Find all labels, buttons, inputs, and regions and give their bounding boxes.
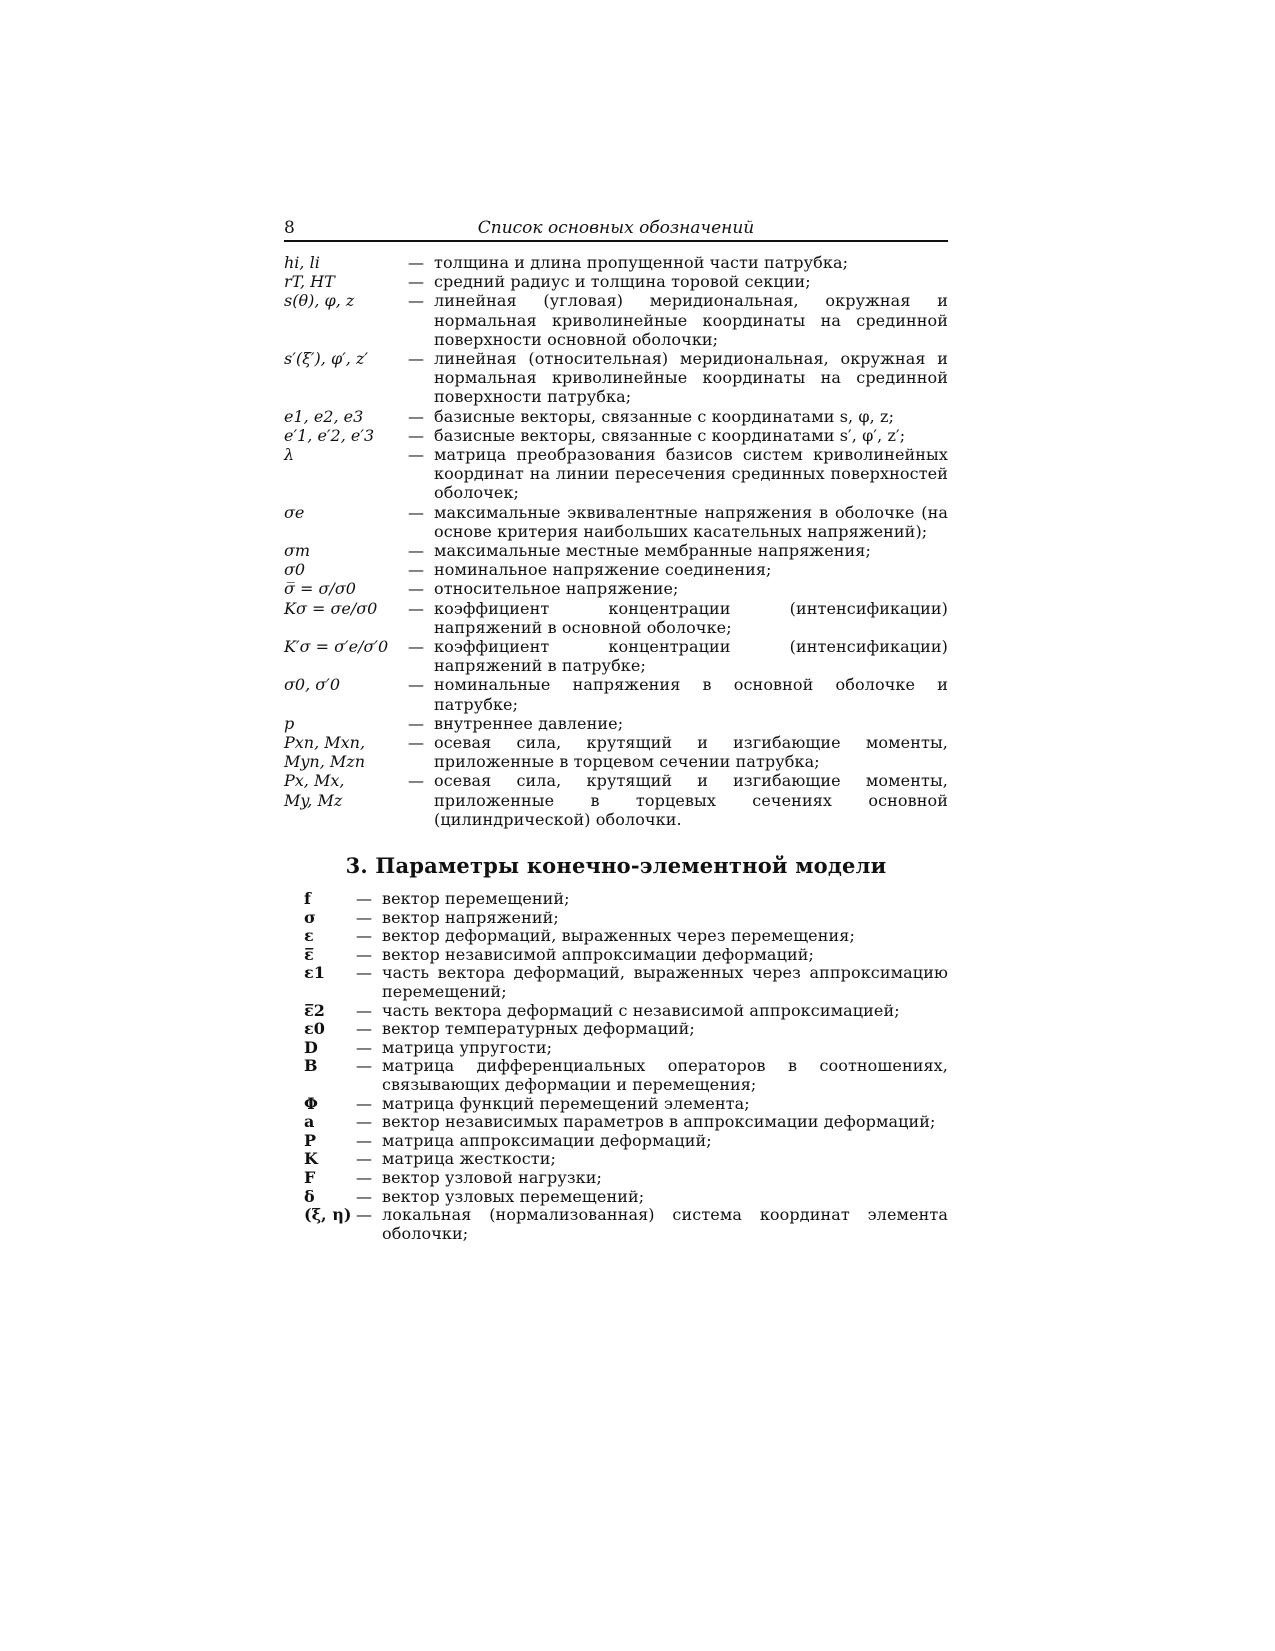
notation-description: матрица функций перемещений элемента; <box>382 1093 750 1113</box>
em-dash: — <box>408 541 424 561</box>
notation-description: часть вектора деформаций с независимой аппроксимацией; <box>382 1000 900 1020</box>
em-dash: — <box>408 349 424 369</box>
em-dash: — <box>356 1205 372 1225</box>
notation-symbol: σ̅ = σ/σ0 <box>284 579 356 599</box>
em-dash: — <box>356 889 372 909</box>
em-dash: — <box>408 713 424 733</box>
notation-description: линейная (относительная) меридиональная, окружная и нормальная криволинейные координаты на срединной поверхности патрубка; <box>434 349 948 407</box>
notation-entry <box>284 890 948 909</box>
notation-list-geometry <box>284 253 948 829</box>
notation-symbol: P <box>304 1130 317 1150</box>
notation-symbol: a <box>304 1112 315 1132</box>
em-dash: — <box>408 406 424 426</box>
notation-entry <box>284 1169 948 1188</box>
em-dash: — <box>356 1168 372 1187</box>
em-dash: — <box>408 272 424 292</box>
notation-description: вектор напряжений; <box>382 907 559 927</box>
notation-description: матрица преобразования базисов систем криволинейных координат на линии пересечения срединных поверхностей оболочек; <box>434 445 948 503</box>
notation-symbol: ε <box>304 926 314 946</box>
notation-entry <box>284 909 948 928</box>
notation-entry <box>284 503 948 541</box>
notation-description: линейная (угловая) меридиональная, окружная и нормальная криволинейные координаты на срединной поверхности основной оболочки; <box>434 291 948 349</box>
notation-description: вектор узловой нагрузки; <box>382 1168 603 1187</box>
notation-description: вектор температурных деформаций; <box>382 1019 695 1039</box>
notation-symbol: Kσ = σe/σ0 <box>284 598 378 618</box>
notation-symbol: σ0 <box>284 560 306 580</box>
em-dash: — <box>408 253 424 272</box>
notation-description: матрица упругости; <box>382 1037 553 1057</box>
section-title: 3. Параметры конечно-элементной модели <box>345 853 887 879</box>
em-dash: — <box>356 1056 372 1076</box>
em-dash: — <box>356 944 372 964</box>
notation-symbol: D <box>304 1037 318 1057</box>
notation-symbol: σe <box>284 502 305 522</box>
em-dash: — <box>356 1130 372 1150</box>
notation-description: внутреннее давление; <box>434 713 624 733</box>
notation-description: вектор деформаций, выраженных через перемещения; <box>382 926 855 946</box>
em-dash: — <box>408 502 424 522</box>
notation-entry <box>284 560 948 579</box>
em-dash: — <box>356 1186 372 1206</box>
notation-description: максимальные местные мембранные напряжения; <box>434 541 871 561</box>
notation-entry <box>284 1057 948 1094</box>
notation-description: осевая сила, крутящий и изгибающие моменты, приложенные в торцевом сечении патрубка; <box>434 733 948 772</box>
em-dash: — <box>408 579 424 599</box>
page <box>284 214 948 1243</box>
notation-symbol: K <box>304 1149 318 1169</box>
running-head <box>284 214 948 242</box>
notation-symbol: σm <box>284 541 311 561</box>
notation-description: номинальное напряжение соединения; <box>434 560 772 580</box>
em-dash: — <box>408 445 424 465</box>
notation-description: толщина и длина пропущенной части патрубка; <box>434 253 849 272</box>
em-dash: — <box>356 963 372 983</box>
notation-symbol: Pxn, Mxn, Myn, Mzn <box>284 733 366 772</box>
notation-description: коэффициент концентрации (интенсификации) напряжений в патрубке; <box>434 637 948 676</box>
notation-entry <box>284 637 948 675</box>
notation-entry <box>284 1002 948 1021</box>
running-title: Список основных обозначений <box>477 218 755 238</box>
em-dash: — <box>408 733 424 753</box>
notation-symbol: B <box>304 1056 318 1076</box>
notation-symbol: ε̅2 <box>304 1000 325 1020</box>
em-dash: — <box>356 1000 372 1020</box>
notation-description: максимальные эквивалентные напряжения в оболочке (на основе критерия наибольших касательных напряжений); <box>434 502 948 541</box>
em-dash: — <box>408 637 424 657</box>
notation-entry <box>284 1206 948 1243</box>
notation-entry <box>284 407 948 426</box>
notation-description: матрица жесткости; <box>382 1149 556 1169</box>
notation-entry <box>284 733 948 771</box>
notation-symbol: s′(ξ′), φ′, z′ <box>284 349 369 369</box>
notation-entry <box>284 1150 948 1169</box>
notation-entry <box>284 541 948 560</box>
notation-entry <box>284 1132 948 1151</box>
notation-description: вектор независимой аппроксимации деформаций; <box>382 944 814 964</box>
notation-symbol: ε0 <box>304 1019 325 1039</box>
notation-description: вектор независимых параметров в аппроксимации деформаций; <box>382 1112 936 1132</box>
notation-symbol: ε1 <box>304 963 325 983</box>
notation-entry <box>284 349 948 407</box>
notation-entry <box>284 599 948 637</box>
em-dash: — <box>408 560 424 580</box>
notation-entry <box>284 1020 948 1039</box>
notation-symbol: (ξ, η) <box>304 1205 352 1225</box>
notation-symbol: Px, Mx, My, Mz <box>284 771 345 810</box>
notation-symbol: ε̅ <box>304 944 314 964</box>
em-dash: — <box>356 1093 372 1113</box>
em-dash: — <box>356 1112 372 1132</box>
notation-entry <box>284 1188 948 1207</box>
em-dash: — <box>408 598 424 618</box>
notation-entry <box>284 272 948 291</box>
notation-symbol: K′σ = σ′e/σ′0 <box>284 637 389 657</box>
notation-description: матрица аппроксимации деформаций; <box>382 1130 712 1150</box>
notation-entry <box>284 675 948 713</box>
notation-entry <box>284 1095 948 1114</box>
notation-symbol: e1, e2, e3 <box>284 406 364 426</box>
em-dash: — <box>408 425 424 445</box>
notation-entry <box>284 1113 948 1132</box>
notation-description: номинальные напряжения в основной оболочке и патрубке; <box>434 675 948 714</box>
notation-list-fem <box>284 890 948 1243</box>
notation-entry <box>284 1039 948 1058</box>
notation-symbol: F <box>304 1168 316 1187</box>
notation-entry <box>284 927 948 946</box>
em-dash: — <box>356 926 372 946</box>
notation-description: матрица дифференциальных операторов в соотношениях, связывающих деформации и перемещения; <box>382 1056 948 1095</box>
notation-entry <box>284 964 948 1001</box>
em-dash: — <box>356 1019 372 1039</box>
notation-symbol: f <box>304 889 311 909</box>
notation-entry <box>284 426 948 445</box>
notation-description: вектор перемещений; <box>382 889 570 909</box>
notation-symbol: rT, HT <box>284 272 335 292</box>
notation-entry <box>284 946 948 965</box>
notation-description: относительное напряжение; <box>434 579 679 599</box>
notation-description: коэффициент концентрации (интенсификации) напряжений в основной оболочке; <box>434 598 948 637</box>
notation-description: средний радиус и толщина торовой секции; <box>434 272 811 292</box>
notation-entry <box>284 579 948 598</box>
notation-symbol: σ0, σ′0 <box>284 675 341 695</box>
notation-description: часть вектора деформаций, выраженных через аппроксимацию перемещений; <box>382 963 948 1002</box>
notation-symbol: λ <box>284 445 295 465</box>
em-dash: — <box>408 291 424 311</box>
em-dash: — <box>356 907 372 927</box>
page-number: 8 <box>284 218 295 238</box>
notation-description: вектор узловых перемещений; <box>382 1186 645 1206</box>
notation-symbol: Φ <box>304 1093 318 1113</box>
notation-entry <box>284 291 948 349</box>
em-dash: — <box>408 675 424 695</box>
notation-symbol: p <box>284 713 295 733</box>
notation-entry <box>284 771 948 829</box>
notation-entry <box>284 445 948 503</box>
em-dash: — <box>356 1149 372 1169</box>
notation-description: локальная (нормализованная) система координат элемента оболочки; <box>382 1205 948 1243</box>
notation-description: базисные векторы, связанные с координатами s′, φ′, z′; <box>434 425 906 445</box>
notation-description: осевая сила, крутящий и изгибающие моменты, приложенные в торцевых сечениях основной (цилиндрической) оболочки. <box>434 771 948 829</box>
notation-description: базисные векторы, связанные с координатами s, φ, z; <box>434 406 895 426</box>
notation-symbol: e′1, e′2, e′3 <box>284 425 375 445</box>
notation-entry <box>284 714 948 733</box>
notation-symbol: δ <box>304 1186 315 1206</box>
em-dash: — <box>356 1037 372 1057</box>
notation-symbol: s(θ), φ, z <box>284 291 355 311</box>
notation-symbol: σ <box>304 907 316 927</box>
notation-symbol: hi, li <box>284 253 320 272</box>
notation-entry <box>284 253 948 272</box>
em-dash: — <box>408 771 424 791</box>
